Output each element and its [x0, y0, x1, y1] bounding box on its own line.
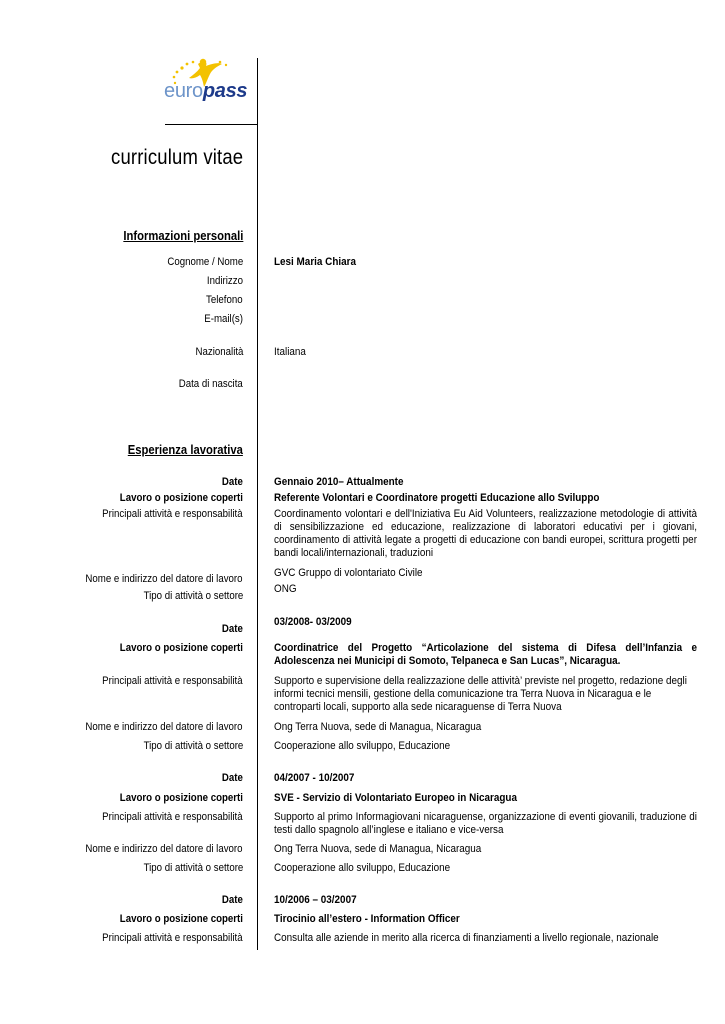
job-date: 03/2008- 03/2009 [274, 616, 352, 628]
job-position-label: Lavoro o posizione coperti [119, 492, 243, 504]
nationality-value: Italiana [274, 346, 306, 358]
job-position: Coordinatrice del Progetto “Articolazione del sistema di Difesa dell’Infanzia e Adolescenza nei Municipi di Somoto, Telpaneca e San Lucas”, Nicaragua. [274, 642, 697, 667]
job-employer-label: Nome e indirizzo del datore di lavoro [85, 573, 243, 585]
job-employer: Ong Terra Nuova, sede di Managua, Nicaragua [274, 721, 482, 733]
job-employer-label: Nome e indirizzo del datore di lavoro [85, 843, 243, 855]
job-sector: Cooperazione allo sviluppo, Educazione [274, 862, 451, 874]
job-sector: Cooperazione allo sviluppo, Educazione [274, 740, 451, 752]
job-sector-label: Tipo di attività o settore [143, 590, 243, 602]
job-employer: GVC Gruppo di volontariato Civile [274, 567, 423, 579]
job-date-label: Date [222, 476, 243, 488]
europass-logo [160, 58, 250, 110]
column-divider [257, 58, 258, 950]
job-date: 10/2006 – 03/2007 [274, 894, 357, 906]
job-activities: Supporto al primo Informagiovani nicaraguense, organizzazione di eventi giovanili, traduzione di testi dallo spagnolo all’inglese e italiano e vice-versa [274, 811, 697, 836]
job-sector-label: Tipo di attività o settore [143, 862, 243, 874]
header-rule [165, 124, 258, 125]
job-position-label: Lavoro o posizione coperti [119, 642, 243, 654]
job-date-label: Date [222, 772, 243, 784]
job-position: Tirocinio all’estero - Information Officer [274, 913, 460, 925]
birthdate-label: Data di nascita [178, 378, 243, 390]
job-activities-label: Principali attività e responsabilità [102, 675, 243, 687]
job-date: Gennaio 2010– Attualmente [274, 476, 404, 488]
job-position: SVE - Servizio di Volontariato Europeo in Nicaragua [274, 792, 517, 804]
job-activities-label: Principali attività e responsabilità [102, 811, 243, 823]
phone-label: Telefono [206, 294, 243, 306]
logo-wordmark: europass [164, 80, 248, 102]
job-activities-label: Principali attività e responsabilità [102, 508, 243, 520]
job-activities-label: Principali attività e responsabilità [102, 932, 243, 944]
address-label: Indirizzo [206, 275, 243, 287]
job-employer: Ong Terra Nuova, sede di Managua, Nicaragua [274, 843, 482, 855]
section-heading-personal: Informazioni personali [122, 229, 243, 243]
name-label: Cognome / Nome [167, 256, 243, 268]
job-sector: ONG [274, 583, 297, 595]
job-position: Referente Volontari e Coordinatore progetti Educazione allo Sviluppo [274, 492, 600, 504]
job-activities: Consulta alle aziende in merito alla ricerca di finanziamenti a livello regionale, nazionale [274, 932, 659, 944]
email-label: E-mail(s) [204, 313, 243, 325]
job-date-label: Date [222, 623, 243, 635]
job-employer-label: Nome e indirizzo del datore di lavoro [85, 721, 243, 733]
job-position-label: Lavoro o posizione coperti [119, 792, 243, 804]
job-date: 04/2007 - 10/2007 [274, 772, 355, 784]
job-date-label: Date [222, 894, 243, 906]
section-heading-experience: Esperienza lavorativa [127, 443, 243, 457]
job-position-label: Lavoro o posizione coperti [119, 913, 243, 925]
job-activities: Coordinamento volontari e dell'Iniziativa Eu Aid Volunteers, realizzazione metodologie di attività di sensibilizzazione ed educazione, realizzazione di laboratori educativi per i giovani, coordinamento di attività legate a progetti di educazione con bandi europei, scrittura progetti per bandi locali/internazionali, traduzioni [274, 508, 697, 559]
nationality-label: Nazionalità [195, 346, 243, 358]
job-sector-label: Tipo di attività o settore [143, 740, 243, 752]
document-title: curriculum vitae [110, 146, 243, 169]
name-value: Lesi Maria Chiara [274, 256, 356, 268]
job-activities: Supporto e supervisione della realizzazione delle attività’ previste nel progetto, redazione degli informi tecnici mensili, gestione della comunicazione tra Terra Nuova in Nicaragua e le controparti locali, supporto alla sede nicaraguense di Terra Nuova [274, 675, 687, 713]
